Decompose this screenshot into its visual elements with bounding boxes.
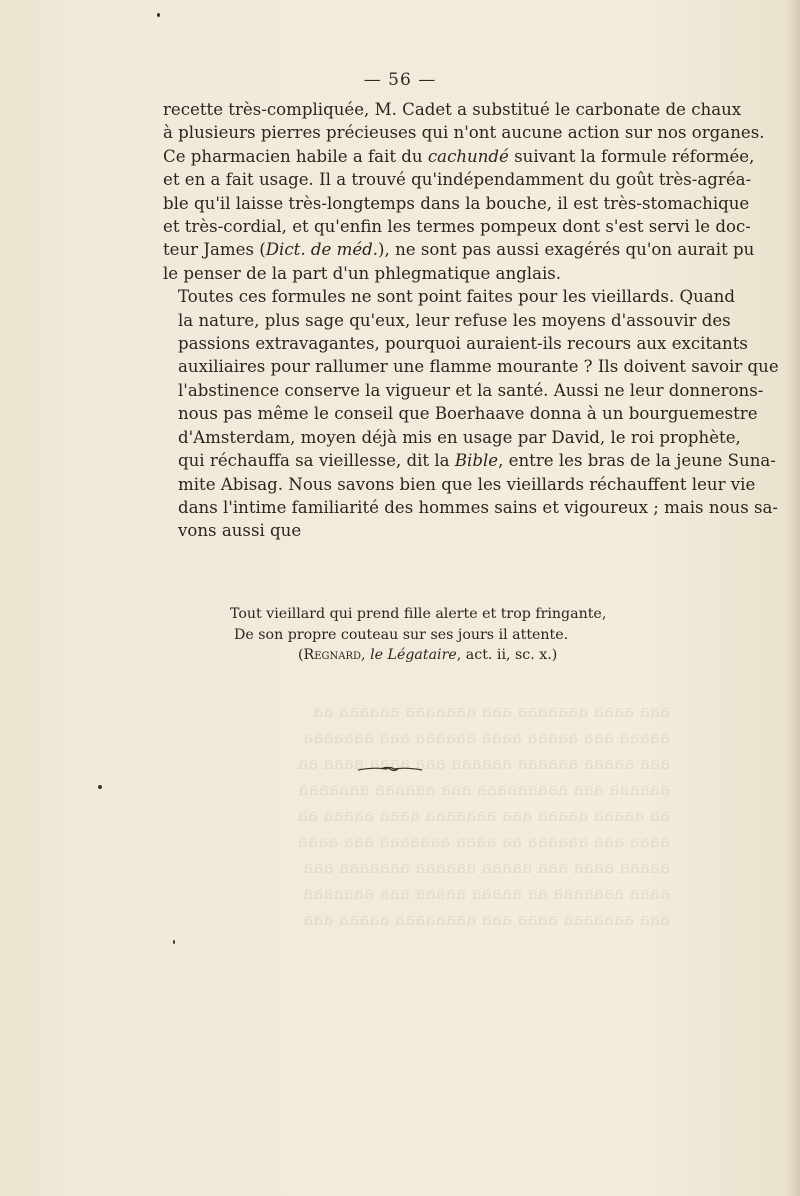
show-through-text: aaaaa aaaa aaa aaaaa aaaaaa aaaaaaa aaa xyxy=(303,858,670,878)
show-through-text: aaa aaaa aaaaaaa aaa aaaaaaa aaaaaa aa xyxy=(313,702,670,722)
text-line: dans l'intime familiarité des hommes sains et vigoureux ; mais nous sa- xyxy=(178,497,779,517)
text-line: à plusieurs pierres précieuses qui n'ont aucune action sur nos organes. xyxy=(163,123,765,143)
text-line: vons aussi que xyxy=(178,521,302,541)
verse-line-2: De son propre couteau sur ses jours il attente. xyxy=(234,626,569,643)
text-line: passions extravagantes, pourquoi auraient-ils recours aux excitants xyxy=(178,334,748,354)
text-line: qui réchauffa sa vieillesse, dit la Bible, entre les bras de la jeune Suna- xyxy=(178,451,776,471)
text-line: d'Amsterdam, moyen déjà mis en usage par David, le roi prophète, xyxy=(178,427,741,447)
show-through-text: aa aaaaa aaaaa aaa aaaaaaa aaaa aaaaa aa xyxy=(297,806,670,826)
show-through-text: aaa aaaaaaa aaaa aaa aaaaaaaa aaaaa aaa xyxy=(303,910,670,930)
paragraph-2 xyxy=(163,285,779,542)
verse-line-1: Tout vieillard qui prend fille alerte et trop fringante, xyxy=(230,606,607,622)
page-number: — 56 — xyxy=(363,70,437,90)
show-through-text: aaaaa aaa aaaaa aaaa aaaaaa aaa aaaaaaa xyxy=(303,728,670,748)
text-line: la nature, plus sage qu'eux, leur refuse les moyens d'assouvir des xyxy=(178,310,731,330)
text-line: recette très-compliquée, M. Cadet a substitué le carbonate de chaux xyxy=(163,100,742,119)
paper-speck xyxy=(98,785,102,789)
show-through-text: aaaa aaaaaaa aa aaaaa aaaaa aaa aaaaaaa xyxy=(303,884,670,904)
attribution-author: Regnard xyxy=(303,647,362,663)
paper-speck xyxy=(157,13,160,17)
verse-quotation xyxy=(230,604,650,666)
text-line: Ce pharmacien habile a fait du cachundé suivant la formule réformée, xyxy=(163,146,755,166)
text-line: nous pas même le conseil que Boerhaave donna à un bourguemestre xyxy=(178,404,758,424)
paper-speck xyxy=(173,940,175,944)
text-line: ble qu'il laisse très-longtemps dans la bouche, il est très-stomachique xyxy=(163,193,750,213)
show-through-text: aaaaaa aaa aaaaaaaaa aaa aaaaaa aaaaaaa xyxy=(298,780,670,800)
attribution-work: le Légataire xyxy=(370,647,457,663)
text-line: le penser de la part d'un phlegmatique anglais. xyxy=(163,263,562,283)
show-through-text: aaa aaaaa aaaaaa aaaaaa aaa aaaa aaaa aa xyxy=(297,754,670,774)
show-through-text: aaaa aaa aaaaaa aa aaaa aaaaaaa aaa aaaa xyxy=(297,832,670,852)
text-line: mite Abisag. Nous savons bien que les vieillards réchauffent leur vie xyxy=(178,474,756,494)
section-divider-ornament xyxy=(356,765,424,773)
paragraph-1 xyxy=(163,98,765,285)
text-line: Toutes ces formules ne sont point faites pour les vieillards. Quand xyxy=(178,287,735,307)
text-line: et en a fait usage. Il a trouvé qu'indépendamment du goût très-agréa- xyxy=(163,170,752,190)
verse-attribution: (Regnard, le Légataire, act. ii, sc. x.) xyxy=(298,647,558,663)
text-line: auxiliaires pour rallumer une flamme mourante ? Ils doivent savoir que xyxy=(178,357,779,377)
text-line: et très-cordial, et qu'enfin les termes pompeux dont s'est servi le doc- xyxy=(163,217,751,237)
page-edge-shadow xyxy=(786,0,800,1196)
text-line: l'abstinence conserve la vigueur et la santé. Aussi ne leur donnerons- xyxy=(178,380,764,400)
text-line: teur James (Dict. de méd.), ne sont pas aussi exagérés qu'on aurait pu xyxy=(163,240,755,260)
body-text xyxy=(163,98,779,543)
